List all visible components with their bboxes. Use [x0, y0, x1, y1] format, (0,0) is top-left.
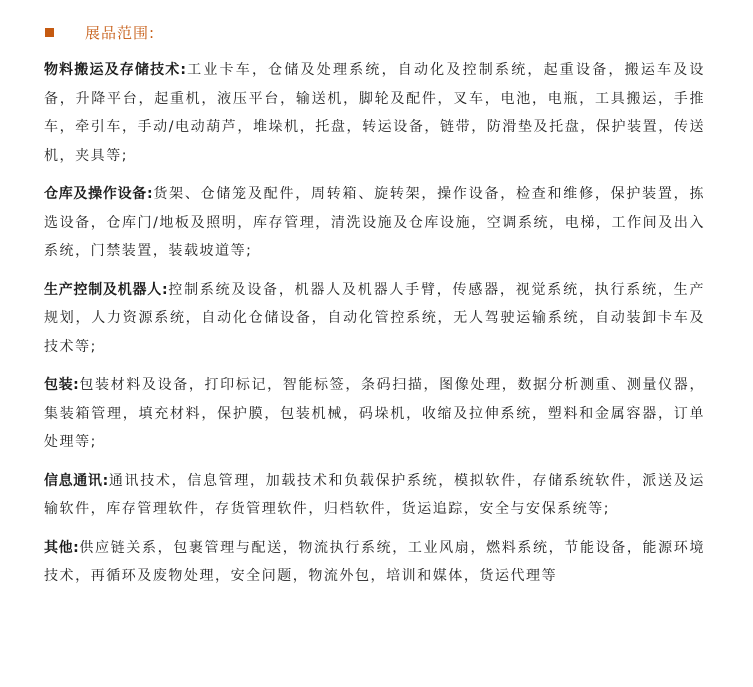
- section-content: 包装材料及设备，打印标记，智能标签，条码扫描，图像处理，数据分析测重、测量仪器，集装箱管理，填充材料，保护膜，包装机械，码垛机，收缩及拉伸系统，塑料和金属容器，订单处理等;: [44, 377, 705, 450]
- section-material-handling: [44, 56, 705, 170]
- section-production-robotics: [44, 276, 705, 362]
- section-label: 物料搬运及存储技术:: [44, 62, 187, 78]
- section-label: 信息通讯:: [44, 472, 109, 489]
- section-label: 其他:: [44, 539, 80, 556]
- section-content: 工业卡车，仓储及处理系统，自动化及控制系统，起重设备，搬运车及设备，升降平台，起重机，液压平台，输送机，脚轮及配件，叉车，电池，电瓶，工具搬运，手推车，牵引车，手动/电动葫芦，堆垛机，托盘，转运设备，链带，防滑垫及托盘，保护装置，传送机，夹具等;: [44, 62, 705, 164]
- section-others: [44, 534, 705, 591]
- section-information-communication: [44, 467, 705, 524]
- section-content: 供应链关系，包裹管理与配送，物流执行系统，工业风扇，燃料系统，节能设备，能源环境技术，再循环及废物处理，安全问题，物流外包，培训和媒体，货运代理等: [44, 539, 705, 584]
- section-content: 货架、仓储笼及配件，周转箱、旋转架，操作设备，检查和维修，保护装置，拣选设备，仓库门/地板及照明，库存管理，清洗设施及仓库设施，空调系统，电梯，工作间及出入系统，门禁装置，装载坡道等;: [44, 186, 705, 259]
- section-content: 通讯技术，信息管理，加载技术和负载保护系统，模拟软件，存储系统软件，派送及运输软件，库存管理软件，存货管理软件，归档软件，货运追踪，安全与安保系统等;: [44, 472, 705, 517]
- square-bullet-icon: [45, 28, 54, 37]
- section-heading: [44, 18, 705, 46]
- section-packaging: [44, 371, 705, 457]
- heading-title: 展品范围:: [85, 23, 156, 42]
- section-label: 仓库及操作设备:: [44, 186, 154, 202]
- section-label: 包装:: [44, 377, 80, 393]
- section-warehouse-equipment: [44, 180, 705, 266]
- section-label: 生产控制及机器人:: [44, 281, 169, 298]
- section-content: 控制系统及设备，机器人及机器人手臂，传感器，视觉系统，执行系统，生产规划，人力资源系统，自动化仓储设备，自动化管控系统，无人驾驶运输系统，自动装卸卡车及技术等;: [44, 281, 705, 355]
